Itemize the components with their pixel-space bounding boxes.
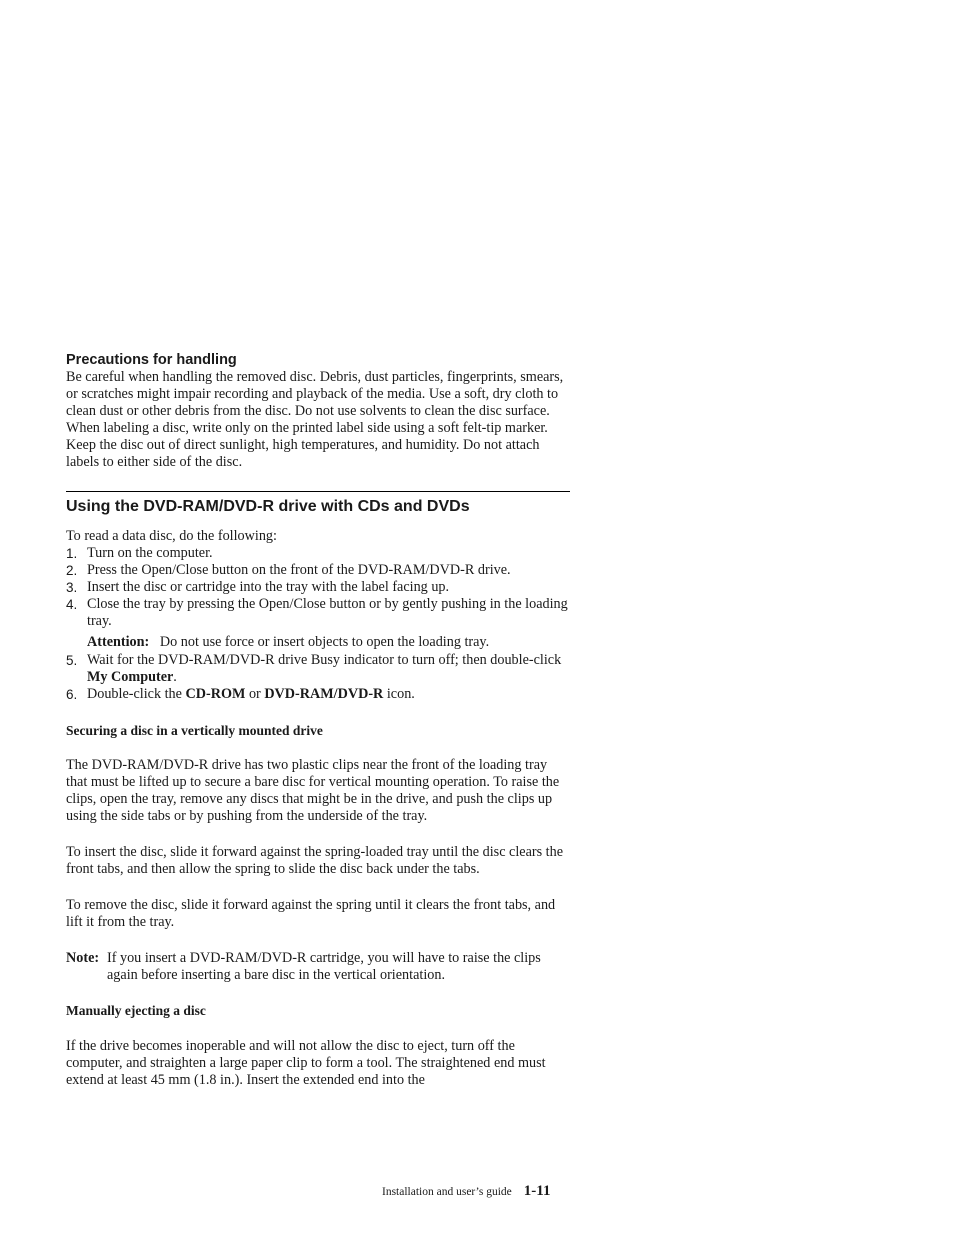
page-content xyxy=(66,351,570,1089)
page-footer xyxy=(382,1182,570,1201)
securing-paragraph-3: To remove the disc, slide it forward against the spring until it clears the front tabs, and lift it from the tray. xyxy=(66,897,556,930)
note-block xyxy=(66,950,570,984)
precautions-heading: Precautions for handling xyxy=(66,352,237,368)
securing-paragraph-1: The DVD-RAM/DVD-R drive has two plastic clips near the front of the loading tray that must be lifted up to secure a bare disc for vertical mounting operation. To raise the clips, open the tray, remove any discs that might be in the drive, and push the clips up using the side tabs or by pushing from the underside of the tray. xyxy=(66,757,560,824)
list-item: 4. Close the tray by pressing the Open/Close button or by gently pushing in the loading tray. xyxy=(66,596,568,629)
footer-title: Installation and user’s guide xyxy=(382,1186,512,1198)
list-item: 2. Press the Open/Close button on the front of the DVD-RAM/DVD-R drive. xyxy=(66,562,511,578)
list-item: 6. Double-click the CD-ROM or DVD-RAM/DVD-R icon. xyxy=(66,686,415,702)
steps-list-continued xyxy=(66,652,570,703)
note-label: Note: xyxy=(66,950,100,966)
attention-text: Do not use force or insert objects to open the loading tray. xyxy=(159,634,490,650)
securing-paragraph-2: To insert the disc, slide it forward against the spring-loaded tray until the disc clears the front tabs, and then allow the spring to slide the disc back under the tabs. xyxy=(66,844,564,877)
steps-list xyxy=(66,545,570,630)
ejecting-paragraph: If the drive becomes inoperable and will not allow the disc to eject, turn off the computer, and straighten a large paper clip to form a tool. The straightened end must extend at least 45 mm (1.8 in.). Insert the extended end into the xyxy=(66,1038,546,1088)
attention-label: Attention: xyxy=(87,634,150,650)
using-drive-heading: Using the DVD-RAM/DVD-R drive with CDs and DVDs xyxy=(66,491,570,517)
list-item: 5. Wait for the DVD-RAM/DVD-R drive Busy indicator to turn off; then double-click My Computer. xyxy=(66,652,562,685)
list-item: 1. Turn on the computer. xyxy=(66,545,213,561)
note-text: If you insert a DVD-RAM/DVD-R cartridge, you will have to raise the clips again before inserting a bare disc in the vertical orientation. xyxy=(107,950,541,983)
ejecting-heading: Manually ejecting a disc xyxy=(66,1003,206,1018)
page-number: 1-11 xyxy=(523,1183,551,1199)
list-item: 3. Insert the disc or cartridge into the tray with the label facing up. xyxy=(66,579,450,595)
using-intro: To read a data disc, do the following: xyxy=(66,528,277,544)
precautions-paragraph: Be careful when handling the removed disc. Debris, dust particles, fingerprints, smears, or scratches might impair recording and playback of the media. Use a soft, dry cloth to clean dust or other debris from the disc. Do not use solvents to clean the disc surface. When labeling a disc, write only on the printed label side using a soft felt-tip marker. Keep the disc out of direct sunlight, high temperatures, and humidity. Do not attach labels to either side of the disc. xyxy=(66,369,564,470)
securing-heading: Securing a disc in a vertically mounted drive xyxy=(66,723,323,738)
attention-notice xyxy=(66,634,570,651)
